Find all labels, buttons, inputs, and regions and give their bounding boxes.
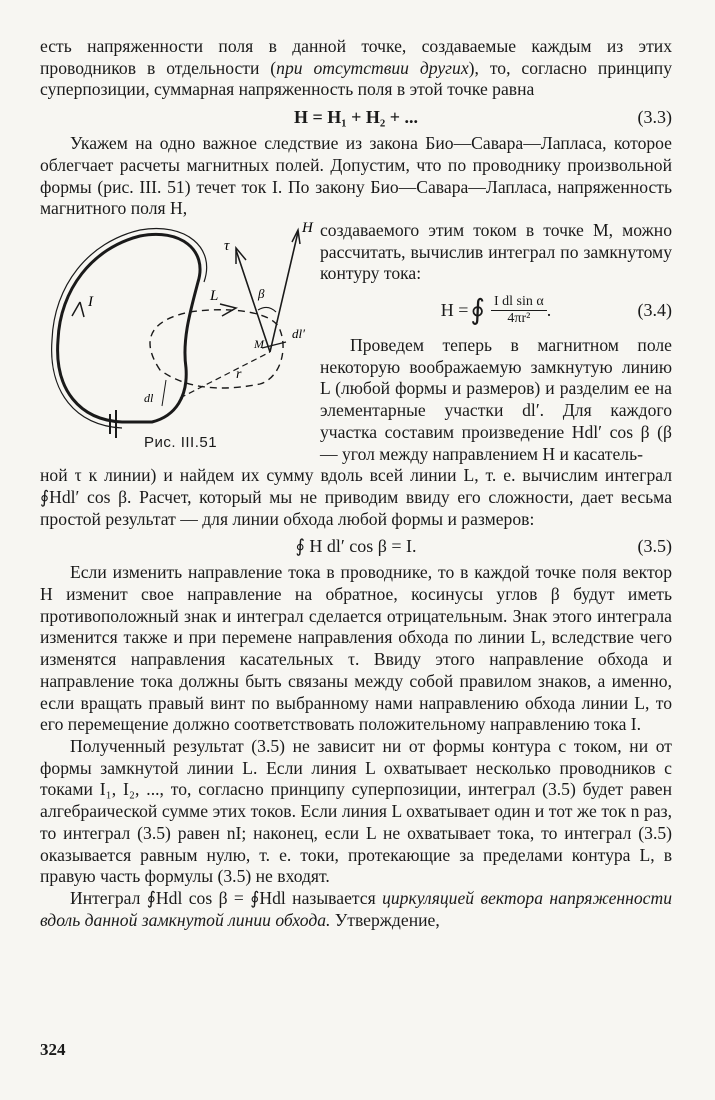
figure-row xyxy=(40,220,672,465)
label-h: H xyxy=(302,219,313,236)
label-tau: τ xyxy=(224,237,230,254)
paragraph-5: Полученный результат (3.5) не зависит ни от формы контура с током, ни от формы замкнутой линии L. Если линия L охватывает несколько проводников с токами I₁, I₂, ..., то, согласно принципу суперпозиции, интеграл (3.5) будет равен алгебраической сумме этих токов. Если линия L охватывает один и тот же ток n раз, то интеграл (3.5) равен nI; наконец, если L не охватывает тока, то интеграл (3.5) оказывается равным нулю, т. е. токи, протекающие за пределами контура L, в правую часть формулы (3.5) не входят. xyxy=(40,735,672,887)
equation-body: ∮ H dl′ cos β = I. xyxy=(295,536,417,557)
paragraph-2-side: создаваемого этим током в точке M, можно рассчитать, вычислив интеграл по замкнутому контуру тока: xyxy=(320,219,672,284)
paragraph-1: есть напряженности поля в данной точке, создаваемые каждым из этих проводников в отдельности (при отсутствии других), то, согласно принципу суперпозиции, суммарная напряженность поля в этой точке равна xyxy=(40,36,672,100)
eq-tail: . xyxy=(546,299,552,320)
paragraph-4: Если изменить направление тока в проводнике, то в каждой точке поля вектор H изменит свое направление на обратное, косинусы углов β будут иметь противоположный знак и интеграл сделается отрицательным. Знак этого интеграла изменится также и при перемене направления обхода по линии L, вследствие чего изменятся направления касательных τ. Ввиду этого направление обхода и направление тока должны быть связаны между собой правилом знаков, а именно, если вращать правый винт по выбранному нами направлению обхода линии L, то его перемещение должно соответствовать положительному направлению тока I. xyxy=(40,562,672,735)
equation-3-5 xyxy=(40,530,672,562)
figure-side-text xyxy=(320,220,672,465)
paragraph-3-continued: ной τ к линии) и найдем их сумму вдоль всей линии L, т. е. вычислим интеграл ∮Hdl′ cos β. Расчет, который мы не приводим ввиду его сложности, дает весьма простой результат — для линии обхода любой формы и размеров: xyxy=(40,465,672,529)
page-number: 324 xyxy=(40,1040,66,1059)
equation-3-3 xyxy=(40,101,672,133)
emphasis-circulation: циркуляцией вектора напряженности вдоль данной замкнутой линии обхода. xyxy=(40,887,672,930)
fraction-numerator: I dl sin α xyxy=(491,294,547,311)
paragraph-2: Укажем на одно важное следствие из закона Био—Савара—Лапласа, которое облегчает расчеты магнитных полей. Допустим, что по проводнику произвольной формы (рис. III. 51) течет ток I. По закону Био—Савара—Лапласа, напряженность магнитного поля H, xyxy=(40,133,672,219)
page-content xyxy=(40,36,672,931)
figure-iii-51 xyxy=(40,220,320,460)
fraction xyxy=(491,294,547,327)
contour-integral-symbol: ∮ xyxy=(470,295,485,327)
equation-number: (3.3) xyxy=(637,107,672,128)
eq-lhs: H = xyxy=(440,299,469,320)
label-beta: β xyxy=(258,285,265,301)
equation-3-4 xyxy=(320,285,672,335)
paragraph-6: Интеграл ∮Hdl cos β = ∮Hdl называется циркуляцией вектора напряженности вдоль данной замкнутой линии обхода. Утверждение, xyxy=(40,887,672,930)
figure-caption: Рис. III.51 xyxy=(144,433,218,451)
paragraph-3-side: Проведем теперь в магнитном поле некоторую воображаемую замкнутую линию L (любой формы и размеров) и разделим ее на элементарные участки dl′. Для каждого участка составим произведение Hdl′ cos β (β — угол между направлением H и касатель- xyxy=(320,335,672,464)
emphasis: при отсутствии других xyxy=(276,57,469,78)
equation-body: H = H₁ + H₂ + ... xyxy=(293,107,419,128)
current-loop xyxy=(58,234,200,422)
fraction-denominator: 4πr² xyxy=(507,310,531,326)
label-dl: dl xyxy=(144,390,154,405)
label-r: r xyxy=(236,366,242,382)
label-l: L xyxy=(210,287,219,304)
label-dl-prime: dl′ xyxy=(292,325,305,341)
equation-number: (3.5) xyxy=(637,536,672,557)
label-m: M xyxy=(254,336,264,351)
label-i: I xyxy=(88,293,93,310)
equation-number: (3.4) xyxy=(637,299,672,320)
circuit-diagram xyxy=(40,220,320,460)
